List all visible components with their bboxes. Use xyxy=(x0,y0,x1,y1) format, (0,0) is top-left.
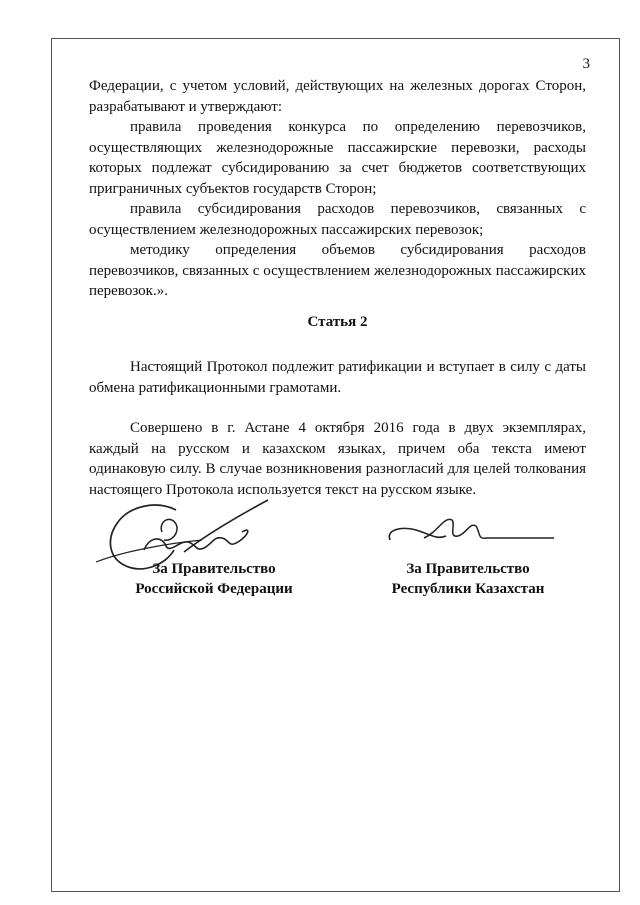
signature-block-kazakhstan xyxy=(380,559,556,599)
signature-block-russia xyxy=(126,559,302,599)
signature-kazakhstan-line1: За Правительство xyxy=(406,561,530,577)
page-number: 3 xyxy=(582,56,590,72)
signature-kazakhstan-line2: Республики Казахстан xyxy=(391,581,545,597)
paragraph-subsidy-rules: правила субсидирования расходов перевозчиков, связанных с осуществлением железнодорожных пассажирских перевозок; xyxy=(89,201,586,238)
paragraph-methodology: методику определения объемов субсидирования расходов перевозчиков, связанных с осуществлением железнодорожных пассажирских перевозок.». xyxy=(89,242,586,299)
signature-russia-line2: Российской Федерации xyxy=(135,581,293,597)
signature-right xyxy=(382,512,562,552)
document-body-top xyxy=(89,76,586,302)
paragraph-continuation: Федерации, с учетом условий, действующих на железных дорогах Сторон, разрабатывают и утверждают: xyxy=(89,78,586,115)
paragraph-ratification: Настоящий Протокол подлежит ратификации и вступает в силу с даты обмена ратификационными грамотами. xyxy=(89,359,586,396)
paragraph-competition-rules: правила проведения конкурса по определению перевозчиков, осуществляющих железнодорожные пассажирские перевозки, расходы которых подлежат субсидированию за счет бюджетов соответствующих приграничных субъектов государств Сторон; xyxy=(89,119,586,197)
article-heading: Статья 2 xyxy=(307,314,368,330)
document-body-article xyxy=(89,357,586,398)
signature-russia-line1: За Правительство xyxy=(152,561,276,577)
document-body-closing xyxy=(89,418,586,500)
paragraph-done-at: Совершено в г. Астане 4 октября 2016 года в двух экземплярах, каждый на русском и казахском языках, причем оба текста имеют одинаковую силу. В случае возникновения разногласий для целей толкования настоящего Протокола используется текст на русском языке. xyxy=(89,420,586,498)
